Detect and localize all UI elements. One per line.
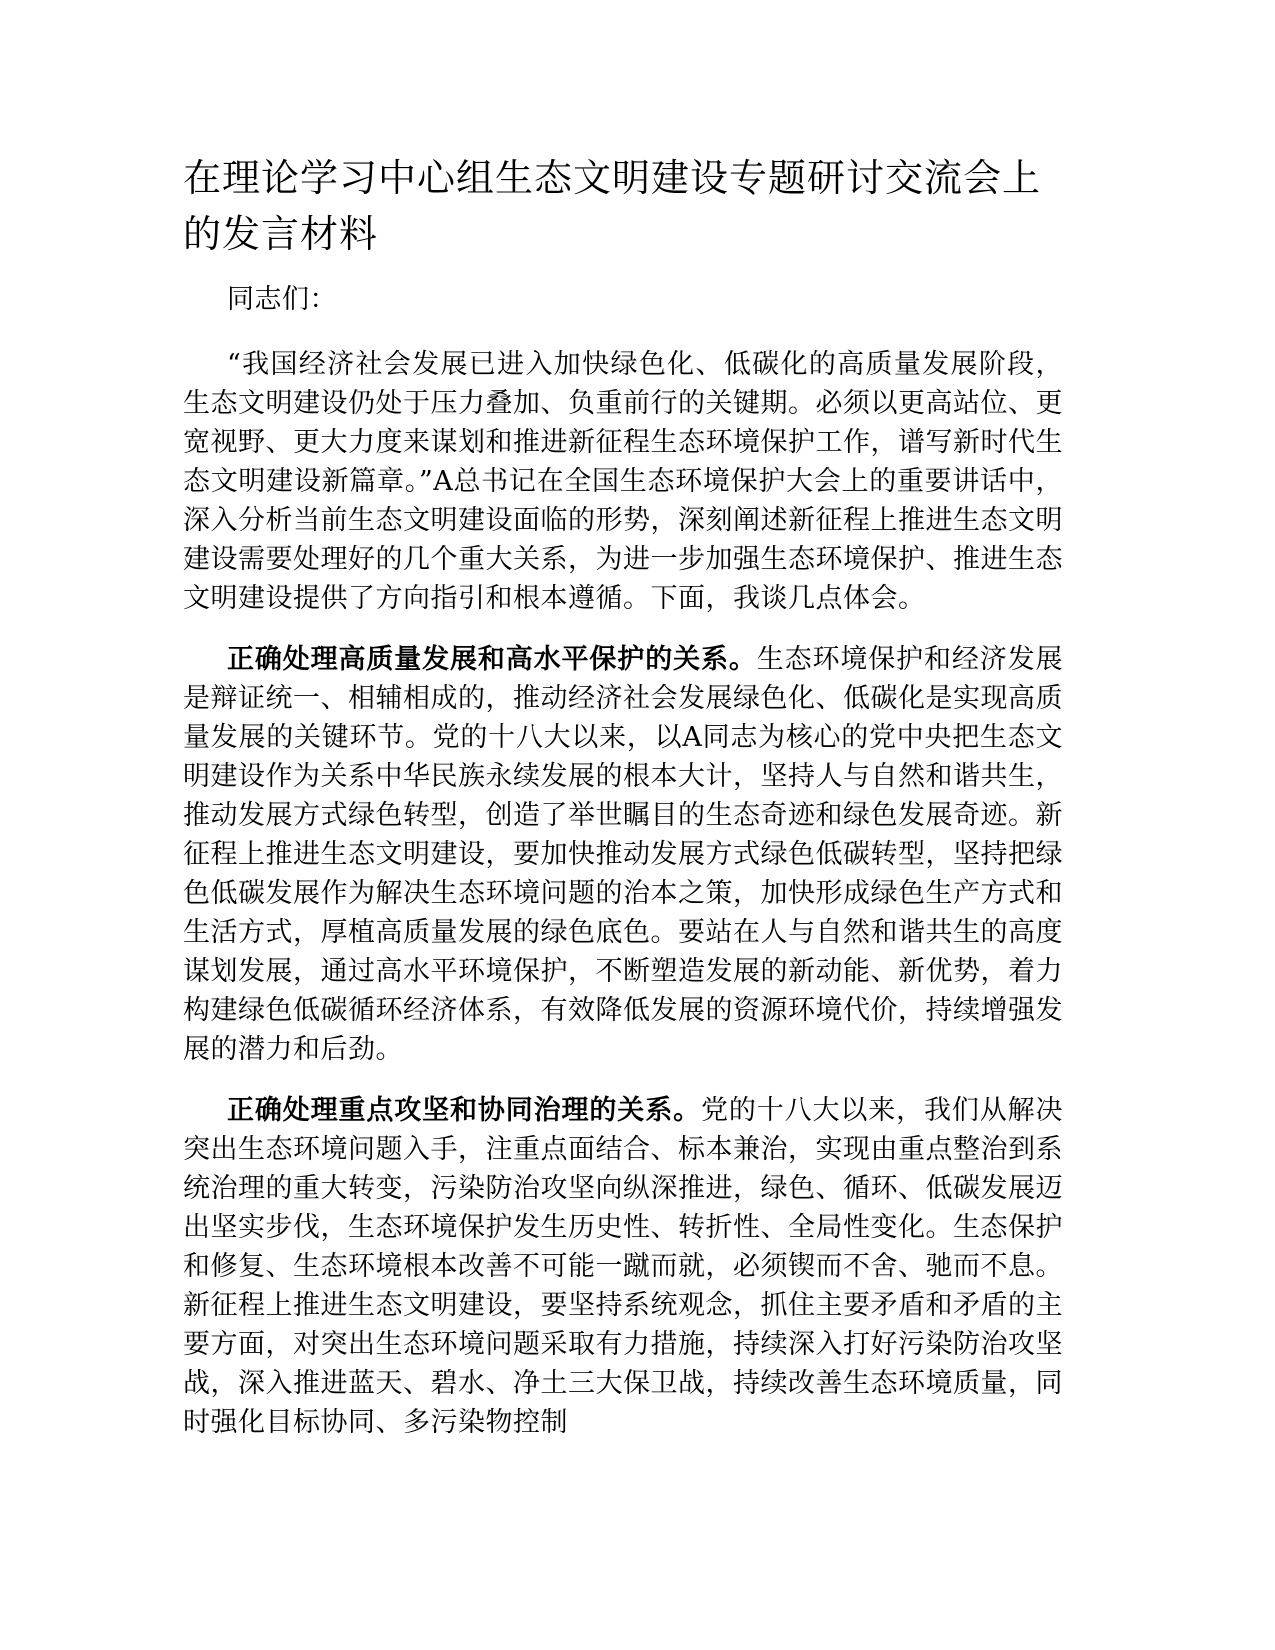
section-heading: 正确处理高质量发展和高水平保护的关系。 [227,644,757,675]
section-heading: 正确处理重点攻坚和协同治理的关系。 [227,1095,701,1126]
section-body: 党的十八大以来，我们从解决突出生态环境问题入手，注重点面结合、标本兼治，实现由重点整治到系统治理的重大转变，污染防治攻坚向纵深推进，绿色、循环、低碳发展迈出坚实步伐，生态环境保护发生历史性、转折性、全局性变化。生态保护和修复、生态环境根本改善不可能一蹴而就，必须锲而不舍、驰而不息。新征程上推进生态文明建设，要坚持系统观念，抓住主要矛盾和矛盾的主要方面，对突出生态环境问题采取有力措施，持续深入打好污染防治攻坚战，深入推进蓝天、碧水、净土三大保卫战，持续改善生态环境质量，同时强化目标协同、多污染物控制 [183,1095,1064,1438]
section-body: 生态环境保护和经济发展是辩证统一、相辅相成的，推动经济社会发展绿色化、低碳化是实现高质量发展的关键环节。党的十八大以来，以A同志为核心的党中央把生态文明建设作为关系中华民族永续发展的根本大计，坚持人与自然和谐共生，推动发展方式绿色转型，创造了举世瞩目的生态奇迹和绿色发展奇迹。新征程上推进生态文明建设，要加快推动发展方式绿色低碳转型，坚持把绿色低碳发展作为解决生态环境问题的治本之策，加快形成绿色生产方式和生活方式，厚植高质量发展的绿色底色。要站在人与自然和谐共生的高度谋划发展，通过高水平环境保护，不断塑造发展的新动能、新优势，着力构建绿色低碳循环经济体系，有效降低发展的资源环境代价，持续增强发展的潜力和后劲。 [183,644,1064,1065]
section-paragraph [183,1091,1063,1442]
greeting: 同志们： [227,284,337,315]
document-title: 在理论学习中心组生态文明建设专题研讨交流会上的发言材料 [183,156,1042,256]
document-page [183,150,1063,1464]
section-paragraph [183,640,1063,1069]
intro-paragraph: “我国经济社会发展已进入加快绿色化、低碳化的高质量发展阶段，生态文明建设仍处于压力叠加、负重前行的关键期。必须以更高站位、更宽视野、更大力度来谋划和推进新征程生态环境保护工作，谱写新时代生态文明建设新篇章。”A总书记在全国生态环境保护大会上的重要讲话中，深入分析当前生态文明建设面临的形势，深刻阐述新征程上推进生态文明建设需要处理好的几个重大关系，为进一步加强生态环境保护、推进生态文明建设提供了方向指引和根本遵循。下面，我谈几点体会。 [183,349,1063,614]
